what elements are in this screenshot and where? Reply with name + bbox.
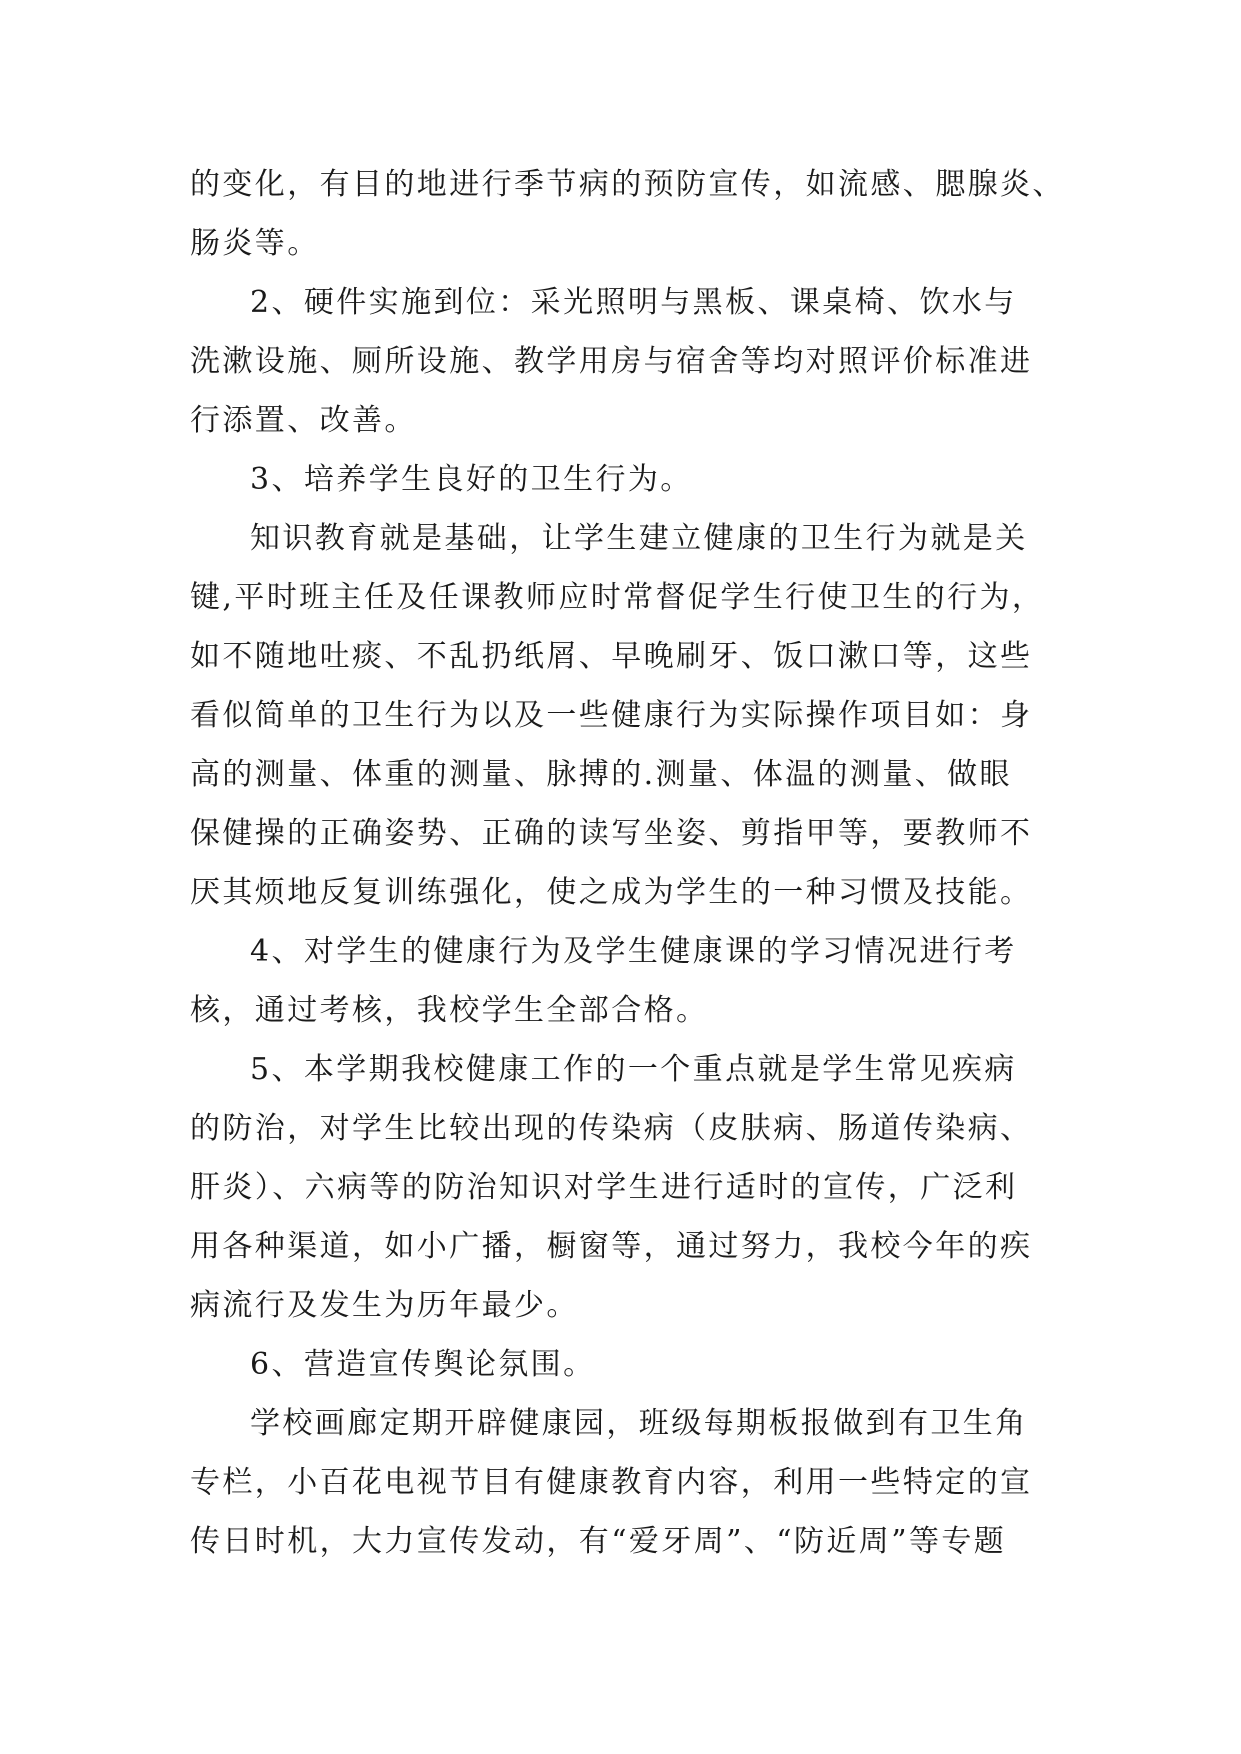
text-line: 肠炎等。 bbox=[190, 226, 320, 261]
text-line: 的防治，对学生比较出现的传染病（皮肤病、肠道传染病、 bbox=[190, 1111, 1033, 1146]
text-line: 2、硬件实施到位：采光照明与黑板、课桌椅、饮水与 bbox=[250, 285, 1017, 320]
text-line: 专栏，小百花电视节目有健康教育内容，利用一些特定的宣 bbox=[190, 1465, 1033, 1500]
text-line: 6、营造宣传舆论氛围。 bbox=[250, 1347, 596, 1382]
text-line: 行添置、改善。 bbox=[190, 403, 417, 438]
text-line: 传日时机，大力宣传发动，有“爱牙周”、“防近周”等专题 bbox=[190, 1524, 1007, 1559]
text-line: 3、培养学生良好的卫生行为。 bbox=[250, 462, 693, 497]
text-line: 键,平时班主任及任课教师应时常督促学生行使卫生的行为， bbox=[190, 580, 1045, 615]
text-line: 5、本学期我校健康工作的一个重点就是学生常见疾病 bbox=[250, 1052, 1017, 1087]
text-line: 用各种渠道，如小广播，橱窗等，通过努力，我校今年的疾 bbox=[190, 1229, 1033, 1264]
text-line: 高的测量、体重的测量、脉搏的.测量、体温的测量、做眼 bbox=[190, 757, 1012, 792]
text-line: 核，通过考核，我校学生全部合格。 bbox=[190, 993, 709, 1028]
text-line: 厌其烦地反复训练强化，使之成为学生的一种习惯及技能。 bbox=[190, 875, 1033, 910]
document-body bbox=[190, 155, 1065, 1571]
text-line: 知识教育就是基础，让学生建立健康的卫生行为就是关 bbox=[250, 521, 1028, 556]
text-line: 的变化，有目的地进行季节病的预防宣传，如流感、腮腺炎、 bbox=[190, 167, 1065, 202]
text-line: 洗漱设施、厕所设施、教学用房与宿舍等均对照评价标准进 bbox=[190, 344, 1033, 379]
text-line: 肝炎）、六病等的防治知识对学生进行适时的宣传，广泛利 bbox=[190, 1170, 1018, 1205]
text-line: 保健操的正确姿势、正确的读写坐姿、剪指甲等，要教师不 bbox=[190, 816, 1033, 851]
text-line: 病流行及发生为历年最少。 bbox=[190, 1288, 579, 1323]
text-line: 看似简单的卫生行为以及一些健康行为实际操作项目如：身 bbox=[190, 698, 1033, 733]
text-line: 如不随地吐痰、不乱扔纸屑、早晚刷牙、饭口漱口等，这些 bbox=[190, 639, 1033, 674]
text-line: 学校画廊定期开辟健康园，班级每期板报做到有卫生角 bbox=[250, 1406, 1028, 1441]
text-line: 4、对学生的健康行为及学生健康课的学习情况进行考 bbox=[250, 934, 1017, 969]
